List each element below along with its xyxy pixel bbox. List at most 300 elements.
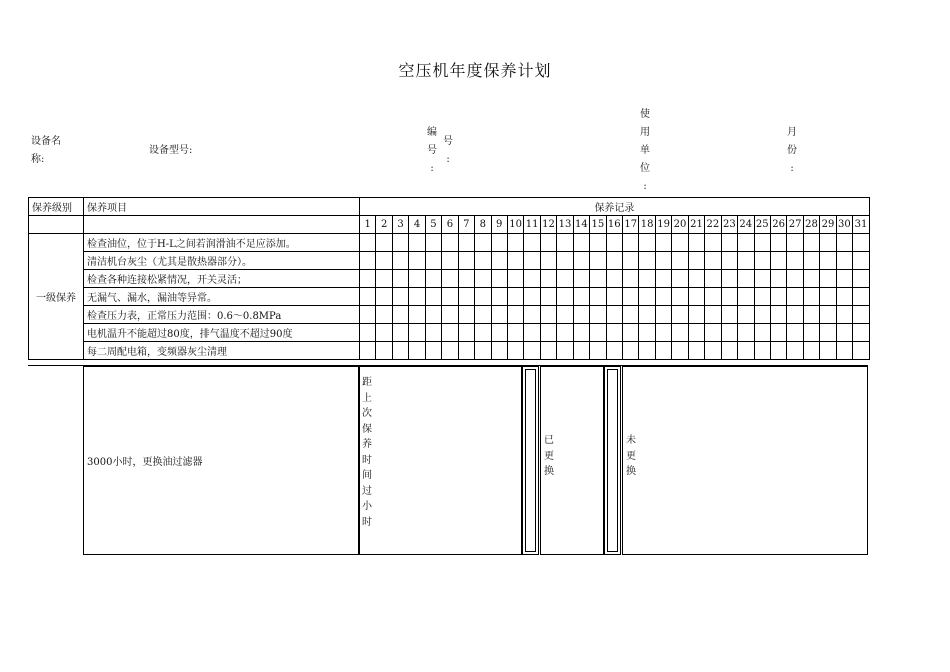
- record-cell[interactable]: [491, 234, 507, 252]
- record-cell[interactable]: [688, 324, 704, 342]
- record-cell[interactable]: [392, 342, 408, 360]
- record-cell[interactable]: [442, 270, 458, 288]
- record-cell[interactable]: [392, 234, 408, 252]
- device-name-label: [31, 133, 61, 169]
- record-cell[interactable]: [425, 306, 441, 324]
- record-cell[interactable]: [557, 288, 573, 306]
- record-cell[interactable]: [557, 234, 573, 252]
- record-cell[interactable]: [721, 252, 737, 270]
- record-cell[interactable]: [491, 324, 507, 342]
- record-cell[interactable]: [606, 234, 622, 252]
- record-cell[interactable]: [409, 324, 425, 342]
- record-cell[interactable]: [376, 234, 392, 252]
- record-cell[interactable]: [754, 270, 770, 288]
- blank-cell: [84, 216, 360, 234]
- stack-char: 未: [626, 435, 636, 446]
- record-cell[interactable]: [836, 342, 852, 360]
- record-cell[interactable]: [491, 270, 507, 288]
- record-cell[interactable]: [590, 324, 606, 342]
- month-char: :: [790, 163, 794, 174]
- record-cell[interactable]: [524, 288, 540, 306]
- record-cell[interactable]: [639, 324, 655, 342]
- record-cell[interactable]: [606, 270, 622, 288]
- stack-char: 时: [362, 454, 372, 466]
- table-row: [29, 270, 870, 288]
- record-cell[interactable]: [803, 306, 819, 324]
- record-cell[interactable]: [738, 252, 754, 270]
- record-cell[interactable]: [655, 270, 671, 288]
- record-cell[interactable]: [491, 288, 507, 306]
- table-row: [29, 306, 870, 324]
- filter-replacement-section: [28, 365, 868, 555]
- record-cell[interactable]: [820, 324, 836, 342]
- day-number: 16: [606, 216, 622, 234]
- record-cell[interactable]: [557, 306, 573, 324]
- record-cell[interactable]: [688, 306, 704, 324]
- maintenance-item: 检查油位，位于H-L之间若润滑油不足应添加。: [84, 234, 360, 252]
- record-cell[interactable]: [573, 252, 589, 270]
- record-cell[interactable]: [475, 306, 491, 324]
- record-cell[interactable]: [820, 288, 836, 306]
- record-cell[interactable]: [409, 342, 425, 360]
- day-number: 15: [590, 216, 606, 234]
- record-cell[interactable]: [738, 324, 754, 342]
- record-cell[interactable]: [836, 324, 852, 342]
- record-cell[interactable]: [590, 270, 606, 288]
- page-title: 空压机年度保养计划: [398, 61, 552, 80]
- record-cell[interactable]: [590, 342, 606, 360]
- stack-char: 间: [362, 470, 372, 481]
- record-cell[interactable]: [623, 252, 639, 270]
- day-number: 20: [672, 216, 688, 234]
- device-name-label-line2: 称:: [31, 154, 45, 165]
- record-cell[interactable]: [507, 234, 523, 252]
- record-cell[interactable]: [360, 306, 376, 324]
- record-cell[interactable]: [507, 324, 523, 342]
- day-number: 10: [507, 216, 523, 234]
- record-cell[interactable]: [491, 252, 507, 270]
- record-cell[interactable]: [787, 342, 803, 360]
- record-cell[interactable]: [475, 288, 491, 306]
- record-cell[interactable]: [853, 270, 870, 288]
- record-cell[interactable]: [392, 288, 408, 306]
- record-cell[interactable]: [721, 288, 737, 306]
- record-cell[interactable]: [754, 306, 770, 324]
- record-cell[interactable]: [803, 342, 819, 360]
- record-cell[interactable]: [425, 324, 441, 342]
- record-cell[interactable]: [376, 252, 392, 270]
- record-cell[interactable]: [655, 306, 671, 324]
- record-cell[interactable]: [623, 234, 639, 252]
- record-cell[interactable]: [475, 324, 491, 342]
- record-cell[interactable]: [787, 324, 803, 342]
- stack-char: 过: [362, 485, 372, 497]
- record-cell[interactable]: [458, 324, 474, 342]
- record-cell[interactable]: [573, 342, 589, 360]
- day-number: 18: [639, 216, 655, 234]
- record-cell[interactable]: [360, 288, 376, 306]
- record-cell[interactable]: [360, 324, 376, 342]
- record-cell[interactable]: [360, 252, 376, 270]
- day-number: 4: [409, 216, 425, 234]
- record-cell[interactable]: [442, 288, 458, 306]
- record-cell[interactable]: [754, 342, 770, 360]
- record-cell[interactable]: [606, 288, 622, 306]
- record-cell[interactable]: [721, 234, 737, 252]
- record-cell[interactable]: [836, 270, 852, 288]
- record-cell[interactable]: [557, 270, 573, 288]
- record-cell[interactable]: [425, 270, 441, 288]
- record-cell[interactable]: [738, 234, 754, 252]
- record-cell[interactable]: [540, 342, 556, 360]
- table-header-row: [29, 198, 870, 216]
- day-number: 6: [442, 216, 458, 234]
- record-cell[interactable]: [458, 234, 474, 252]
- record-cell[interactable]: [524, 234, 540, 252]
- not-replaced-label: [625, 433, 637, 480]
- dept-char: :: [643, 181, 647, 192]
- day-number: 27: [787, 216, 803, 234]
- table-row: [29, 324, 870, 342]
- record-cell[interactable]: [738, 306, 754, 324]
- record-cell[interactable]: [442, 306, 458, 324]
- day-number: 14: [573, 216, 589, 234]
- record-cell[interactable]: [573, 324, 589, 342]
- record-cell[interactable]: [557, 252, 573, 270]
- day-number: 31: [853, 216, 870, 234]
- record-cell[interactable]: [803, 252, 819, 270]
- record-cell[interactable]: [820, 342, 836, 360]
- record-cell[interactable]: [409, 270, 425, 288]
- record-cell[interactable]: [754, 288, 770, 306]
- record-cell[interactable]: [376, 324, 392, 342]
- record-cell[interactable]: [623, 270, 639, 288]
- day-number: 30: [836, 216, 852, 234]
- day-number: 28: [803, 216, 819, 234]
- maintenance-item: 检查压力表，正常压力范围：0.6～0.8MPa: [84, 306, 360, 324]
- record-cell[interactable]: [392, 324, 408, 342]
- record-cell[interactable]: [672, 270, 688, 288]
- stack-char: 保: [362, 423, 372, 435]
- record-cell[interactable]: [705, 342, 721, 360]
- record-cell[interactable]: [507, 288, 523, 306]
- serial-number-label-right: [442, 133, 454, 169]
- record-cell[interactable]: [705, 252, 721, 270]
- stack-char: 更: [626, 450, 636, 462]
- record-cell[interactable]: [590, 234, 606, 252]
- record-cell[interactable]: [770, 252, 786, 270]
- record-cell[interactable]: [853, 324, 870, 342]
- record-cell[interactable]: [639, 234, 655, 252]
- record-cell[interactable]: [639, 270, 655, 288]
- record-cell[interactable]: [524, 324, 540, 342]
- stack-char: 距: [362, 377, 372, 388]
- record-cell[interactable]: [770, 306, 786, 324]
- record-cell[interactable]: [672, 342, 688, 360]
- record-cell[interactable]: [425, 252, 441, 270]
- record-cell[interactable]: [458, 252, 474, 270]
- record-cell[interactable]: [770, 324, 786, 342]
- record-cell[interactable]: [491, 342, 507, 360]
- record-cell[interactable]: [688, 234, 704, 252]
- record-cell[interactable]: [623, 342, 639, 360]
- since-last-label: [361, 375, 373, 530]
- record-cell[interactable]: [655, 234, 671, 252]
- table-row: [29, 288, 870, 306]
- record-cell[interactable]: [853, 234, 870, 252]
- record-cell[interactable]: [705, 324, 721, 342]
- serial-char: :: [430, 163, 434, 174]
- record-cell[interactable]: [540, 306, 556, 324]
- record-cell[interactable]: [590, 288, 606, 306]
- record-cell[interactable]: [606, 342, 622, 360]
- maintenance-item: 电机温升不能超过80度，排气温度不超过90度: [84, 324, 360, 342]
- record-cell[interactable]: [721, 324, 737, 342]
- maintenance-table: [28, 197, 870, 360]
- record-cell[interactable]: [360, 234, 376, 252]
- record-cell[interactable]: [540, 324, 556, 342]
- record-cell[interactable]: [770, 342, 786, 360]
- dept-char: 位: [640, 163, 650, 174]
- record-cell[interactable]: [409, 234, 425, 252]
- col-item-header: 保养项目: [84, 198, 360, 216]
- col-level-header: 保养级别: [29, 198, 84, 216]
- serial-char: :: [446, 154, 450, 165]
- record-cell[interactable]: [458, 288, 474, 306]
- record-cell[interactable]: [409, 288, 425, 306]
- record-cell[interactable]: [360, 342, 376, 360]
- record-cell[interactable]: [639, 342, 655, 360]
- stack-char: 上: [362, 392, 372, 404]
- record-cell[interactable]: [475, 270, 491, 288]
- record-cell[interactable]: [754, 252, 770, 270]
- record-cell[interactable]: [376, 270, 392, 288]
- record-cell[interactable]: [655, 252, 671, 270]
- record-cell[interactable]: [442, 234, 458, 252]
- record-cell[interactable]: [655, 342, 671, 360]
- record-cell[interactable]: [672, 324, 688, 342]
- record-cell[interactable]: [376, 342, 392, 360]
- record-cell[interactable]: [590, 252, 606, 270]
- record-cell[interactable]: [376, 306, 392, 324]
- record-cell[interactable]: [688, 270, 704, 288]
- stack-char: 换: [626, 466, 636, 477]
- record-cell[interactable]: [442, 252, 458, 270]
- record-cell[interactable]: [573, 270, 589, 288]
- record-cell[interactable]: [738, 342, 754, 360]
- record-cell[interactable]: [853, 306, 870, 324]
- record-cell[interactable]: [507, 306, 523, 324]
- record-cell[interactable]: [770, 270, 786, 288]
- record-cell[interactable]: [425, 234, 441, 252]
- not-replaced-checkbox[interactable]: [604, 366, 621, 555]
- record-cell[interactable]: [573, 234, 589, 252]
- record-cell[interactable]: [639, 288, 655, 306]
- record-cell[interactable]: [458, 306, 474, 324]
- serial-char: 编: [427, 127, 437, 138]
- day-number: 12: [540, 216, 556, 234]
- record-cell[interactable]: [688, 342, 704, 360]
- record-cell[interactable]: [705, 288, 721, 306]
- record-cell[interactable]: [475, 342, 491, 360]
- filter-item-text: 3000小时，更换油过滤器: [87, 457, 203, 468]
- record-cell[interactable]: [738, 288, 754, 306]
- record-cell[interactable]: [606, 306, 622, 324]
- record-cell[interactable]: [688, 288, 704, 306]
- record-cell[interactable]: [820, 252, 836, 270]
- col-record-header: 保养记录: [360, 198, 870, 216]
- record-cell[interactable]: [803, 288, 819, 306]
- record-cell[interactable]: [754, 234, 770, 252]
- record-cell[interactable]: [442, 324, 458, 342]
- record-cell[interactable]: [820, 306, 836, 324]
- record-cell[interactable]: [672, 306, 688, 324]
- record-cell[interactable]: [524, 342, 540, 360]
- record-cell[interactable]: [540, 252, 556, 270]
- record-cell[interactable]: [688, 252, 704, 270]
- record-cell[interactable]: [639, 306, 655, 324]
- maintenance-item: 清洁机台灰尘（尤其是散热器部分）。: [84, 252, 360, 270]
- record-cell[interactable]: [458, 342, 474, 360]
- record-cell[interactable]: [853, 288, 870, 306]
- record-cell[interactable]: [672, 288, 688, 306]
- record-cell[interactable]: [836, 234, 852, 252]
- day-number: 17: [623, 216, 639, 234]
- record-cell[interactable]: [787, 306, 803, 324]
- record-cell[interactable]: [672, 234, 688, 252]
- record-cell[interactable]: [524, 252, 540, 270]
- record-cell[interactable]: [803, 324, 819, 342]
- record-cell[interactable]: [754, 324, 770, 342]
- stack-char: 换: [544, 466, 554, 477]
- record-cell[interactable]: [721, 342, 737, 360]
- record-cell[interactable]: [425, 288, 441, 306]
- record-cell[interactable]: [540, 234, 556, 252]
- stack-char: 小: [362, 501, 372, 512]
- record-cell[interactable]: [392, 270, 408, 288]
- maintenance-item: 每二周配电箱，变频器灰尘清理: [84, 342, 360, 360]
- maintenance-item: 无漏气、漏水，漏油等异常。: [84, 288, 360, 306]
- record-cell[interactable]: [705, 306, 721, 324]
- record-cell[interactable]: [606, 252, 622, 270]
- day-number-row: [29, 216, 870, 234]
- record-cell[interactable]: [721, 270, 737, 288]
- day-number: 26: [770, 216, 786, 234]
- record-cell[interactable]: [376, 288, 392, 306]
- day-number: 7: [458, 216, 474, 234]
- serial-char: 号: [427, 145, 437, 156]
- record-cell[interactable]: [787, 252, 803, 270]
- table-row: [29, 252, 870, 270]
- record-cell[interactable]: [787, 234, 803, 252]
- record-cell[interactable]: [655, 288, 671, 306]
- day-number: 5: [425, 216, 441, 234]
- record-cell[interactable]: [803, 270, 819, 288]
- record-cell[interactable]: [836, 288, 852, 306]
- level-cell: 一级保养: [29, 234, 84, 360]
- day-number: 8: [475, 216, 491, 234]
- record-cell[interactable]: [458, 270, 474, 288]
- record-cell[interactable]: [540, 288, 556, 306]
- record-cell[interactable]: [507, 252, 523, 270]
- record-cell[interactable]: [853, 252, 870, 270]
- record-cell[interactable]: [360, 270, 376, 288]
- record-cell[interactable]: [557, 342, 573, 360]
- record-cell[interactable]: [787, 288, 803, 306]
- record-cell[interactable]: [409, 252, 425, 270]
- record-cell[interactable]: [540, 270, 556, 288]
- device-name-label-line1: 设备名: [31, 136, 61, 147]
- record-cell[interactable]: [705, 234, 721, 252]
- record-cell[interactable]: [475, 234, 491, 252]
- stack-char: 已: [544, 435, 554, 446]
- device-model-label: 设备型号:: [149, 145, 193, 156]
- record-cell[interactable]: [836, 306, 852, 324]
- maintenance-item: 检查各种连接松紧情况，开关灵活；: [84, 270, 360, 288]
- since-last-cell[interactable]: [359, 366, 522, 555]
- record-cell[interactable]: [787, 270, 803, 288]
- record-cell[interactable]: [557, 324, 573, 342]
- day-number: 25: [754, 216, 770, 234]
- record-cell[interactable]: [705, 270, 721, 288]
- record-cell[interactable]: [573, 288, 589, 306]
- day-number: 29: [820, 216, 836, 234]
- record-cell[interactable]: [853, 342, 870, 360]
- record-cell[interactable]: [623, 288, 639, 306]
- record-cell[interactable]: [738, 270, 754, 288]
- record-cell[interactable]: [392, 252, 408, 270]
- table-row: [29, 342, 870, 360]
- day-number: 24: [738, 216, 754, 234]
- serial-number-label: [426, 124, 438, 178]
- record-cell[interactable]: [770, 288, 786, 306]
- record-cell[interactable]: [590, 306, 606, 324]
- record-cell[interactable]: [623, 306, 639, 324]
- table-row: [29, 234, 870, 252]
- record-cell[interactable]: [721, 306, 737, 324]
- record-cell[interactable]: [442, 342, 458, 360]
- day-number: 1: [360, 216, 376, 234]
- record-cell[interactable]: [475, 252, 491, 270]
- dept-char: 单: [640, 145, 650, 156]
- day-number: 23: [721, 216, 737, 234]
- record-cell[interactable]: [524, 306, 540, 324]
- record-cell[interactable]: [392, 306, 408, 324]
- record-cell[interactable]: [803, 234, 819, 252]
- record-cell[interactable]: [820, 234, 836, 252]
- record-cell[interactable]: [573, 306, 589, 324]
- replaced-checkbox[interactable]: [522, 366, 539, 555]
- dept-char: 使: [640, 109, 650, 120]
- record-cell[interactable]: [491, 306, 507, 324]
- record-cell[interactable]: [409, 306, 425, 324]
- department-label: [639, 106, 651, 196]
- record-cell[interactable]: [425, 342, 441, 360]
- record-cell[interactable]: [507, 342, 523, 360]
- record-cell[interactable]: [655, 324, 671, 342]
- record-cell[interactable]: [672, 252, 688, 270]
- record-cell[interactable]: [524, 270, 540, 288]
- record-cell[interactable]: [770, 234, 786, 252]
- record-cell[interactable]: [639, 252, 655, 270]
- record-cell[interactable]: [836, 252, 852, 270]
- record-cell[interactable]: [606, 324, 622, 342]
- record-cell[interactable]: [623, 324, 639, 342]
- stack-char: 更: [544, 450, 554, 462]
- day-number: 22: [705, 216, 721, 234]
- record-cell[interactable]: [820, 270, 836, 288]
- record-cell[interactable]: [507, 270, 523, 288]
